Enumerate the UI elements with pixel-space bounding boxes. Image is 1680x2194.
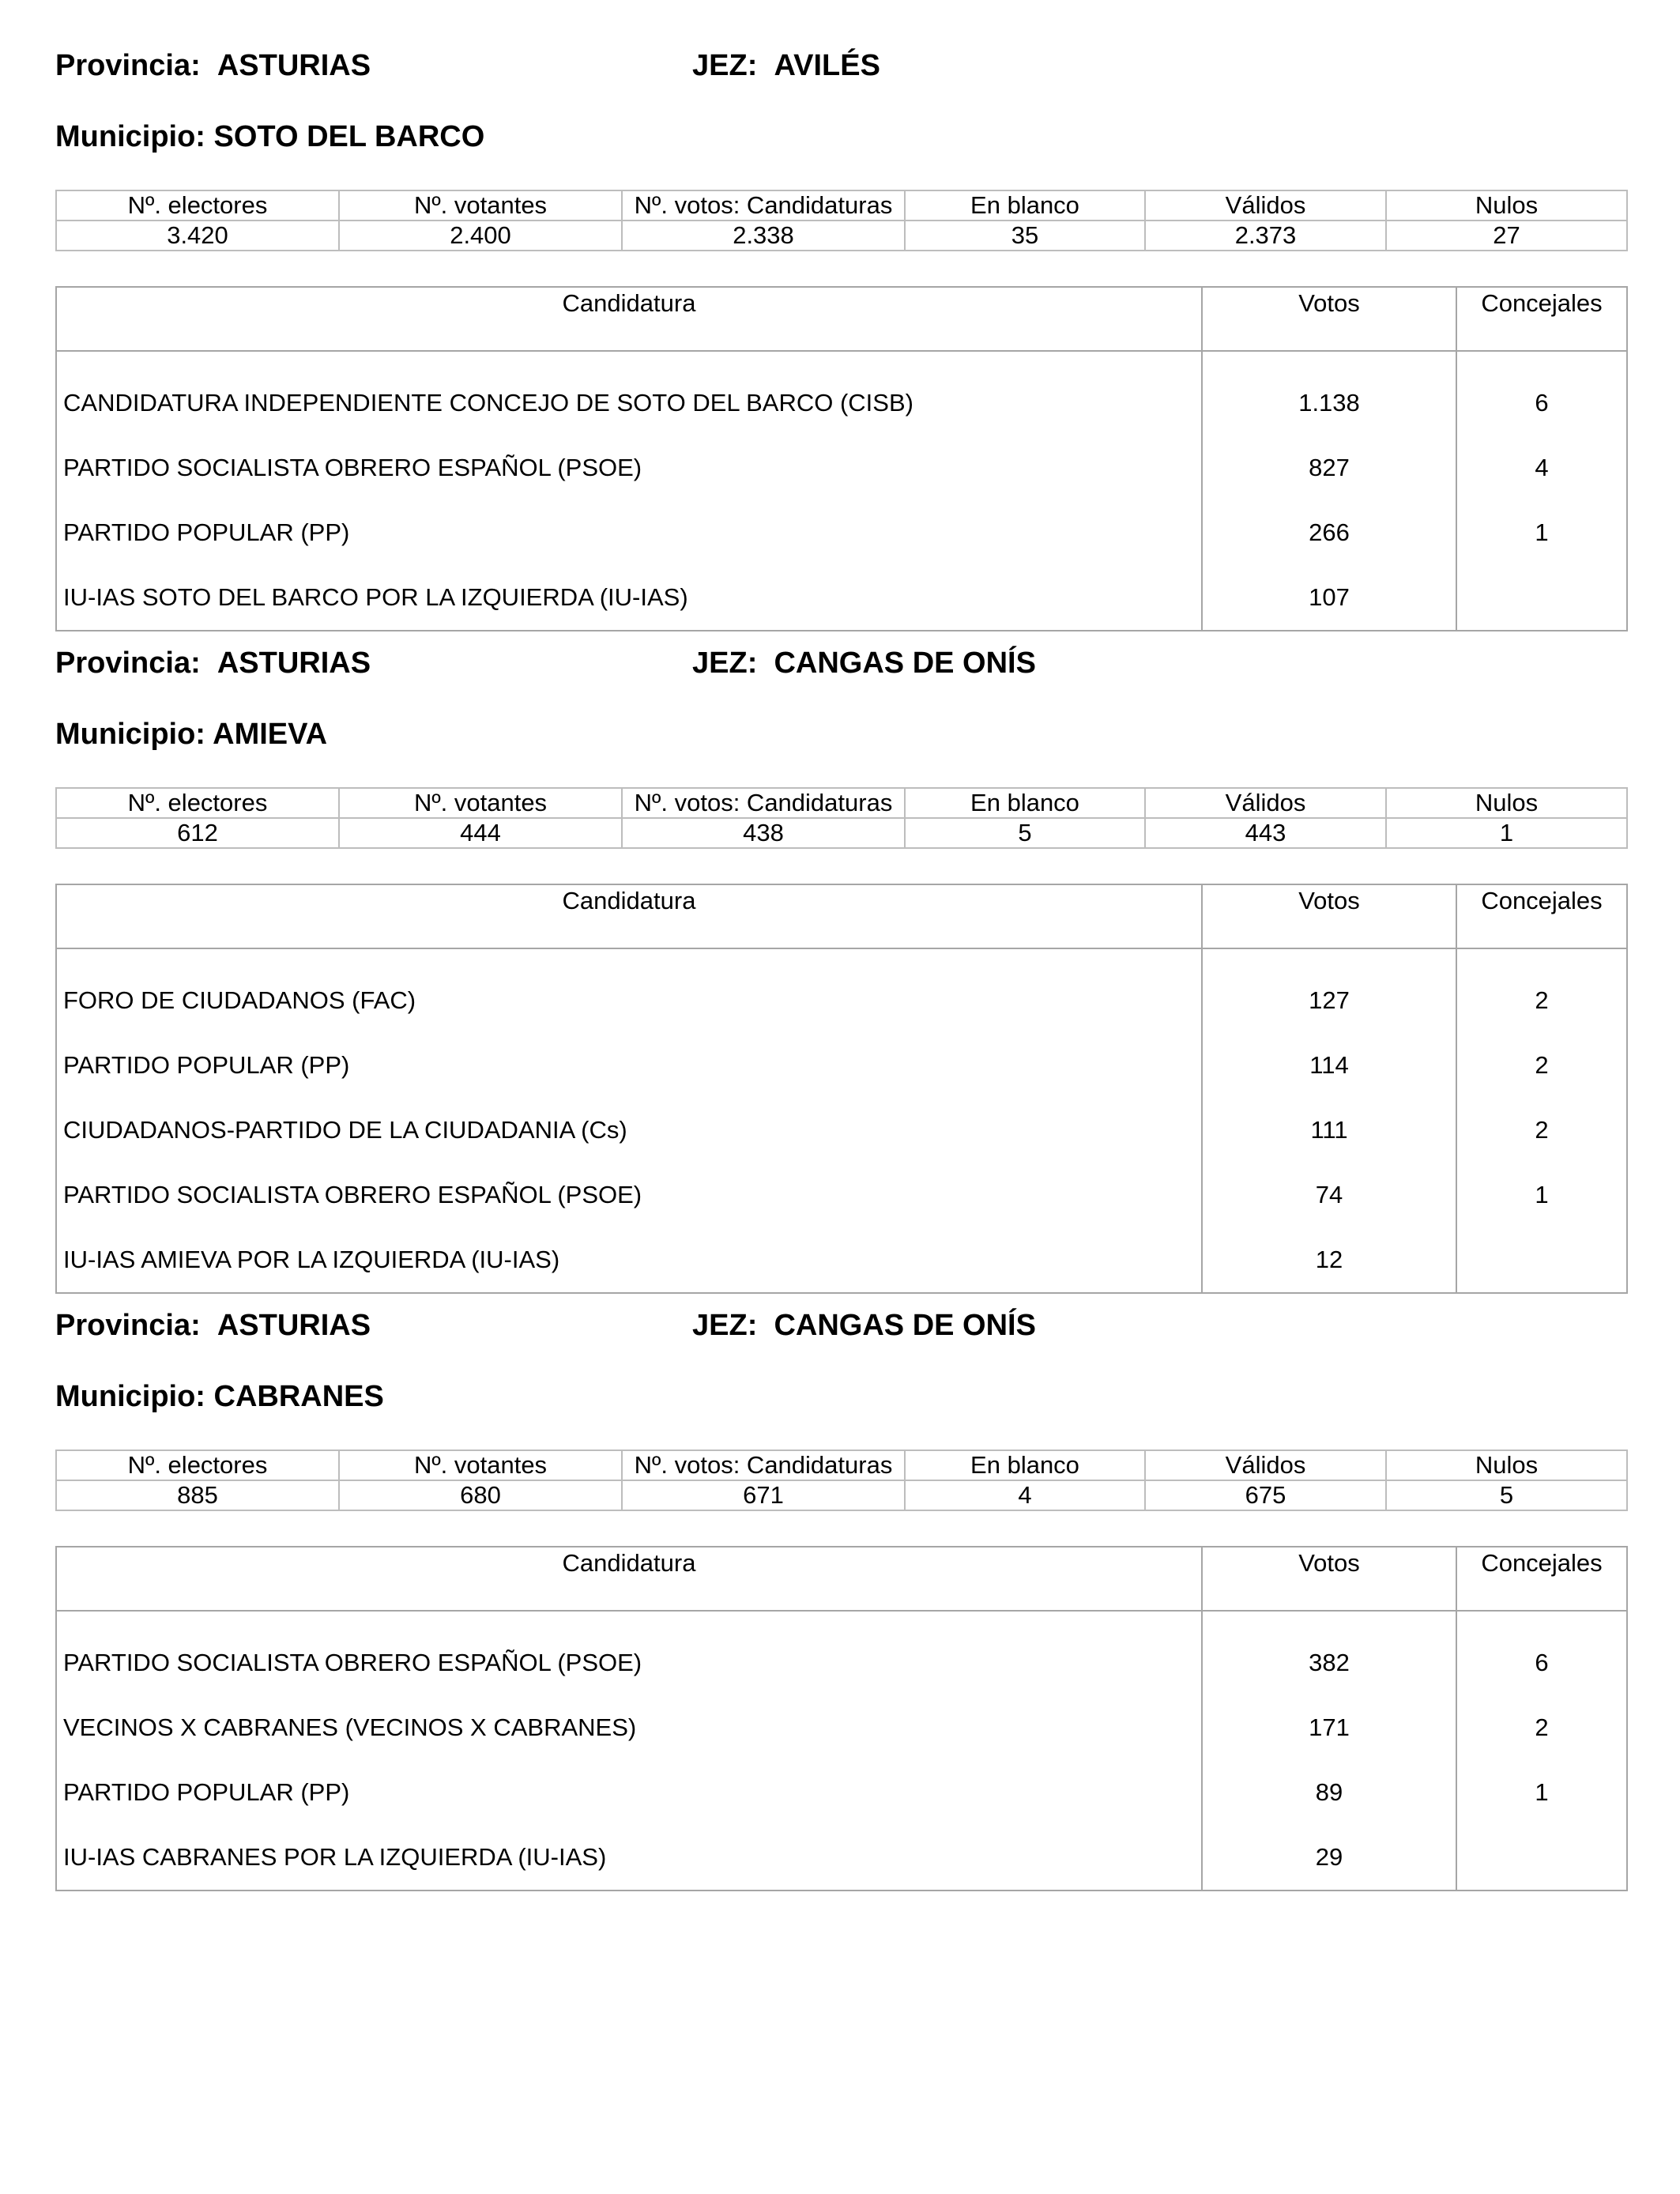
candidatura-concejales: 1 xyxy=(1456,1163,1627,1227)
candidatura-row xyxy=(56,1825,1627,1891)
jez-label: JEZ: xyxy=(692,647,758,680)
header-concejales: Concejales xyxy=(1456,287,1627,351)
stats-header-votos-candidaturas: Nº. votos: Candidaturas xyxy=(622,788,905,818)
candidatura-votos: 74 xyxy=(1202,1163,1456,1227)
stats-header-electores: Nº. electores xyxy=(56,1450,339,1480)
stats-header-nulos: Nulos xyxy=(1386,190,1627,221)
jez-line xyxy=(692,647,1036,680)
candidatura-concejales: 4 xyxy=(1456,435,1627,500)
stats-header-electores: Nº. electores xyxy=(56,788,339,818)
section-header xyxy=(55,647,1626,694)
stats-header-votantes: Nº. votantes xyxy=(339,190,622,221)
provincia-value: ASTURIAS xyxy=(217,1309,371,1342)
stats-table xyxy=(55,190,1628,251)
municipio-value: AMIEVA xyxy=(213,718,328,751)
stats-header-votantes: Nº. votantes xyxy=(339,788,622,818)
candidatura-nombre: PARTIDO POPULAR (PP) xyxy=(56,1760,1202,1825)
stats-value-row xyxy=(56,1480,1627,1510)
stats-value-row xyxy=(56,221,1627,251)
jez-value: CANGAS DE ONÍS xyxy=(774,1309,1036,1342)
stats-en-blanco: 35 xyxy=(905,221,1145,251)
candidatura-nombre: PARTIDO SOCIALISTA OBRERO ESPAÑOL (PSOE) xyxy=(56,1163,1202,1227)
municipio-label: Municipio: xyxy=(55,120,205,153)
municipio-value: SOTO DEL BARCO xyxy=(213,120,485,153)
candidatura-nombre: PARTIDO POPULAR (PP) xyxy=(56,500,1202,565)
stats-header-nulos: Nulos xyxy=(1386,788,1627,818)
candidatura-concejales xyxy=(1456,565,1627,631)
candidatura-row xyxy=(56,351,1627,435)
candidatura-concejales: 1 xyxy=(1456,1760,1627,1825)
candidatura-concejales: 2 xyxy=(1456,1098,1627,1163)
municipio-line xyxy=(55,718,1626,762)
candidatura-nombre: PARTIDO SOCIALISTA OBRERO ESPAÑOL (PSOE) xyxy=(56,1611,1202,1695)
jez-label: JEZ: xyxy=(692,1309,758,1342)
jez-value: AVILÉS xyxy=(774,49,880,82)
candidatura-concejales: 2 xyxy=(1456,1695,1627,1760)
stats-value-row xyxy=(56,818,1627,848)
header-votos: Votos xyxy=(1202,884,1456,948)
provincia-value: ASTURIAS xyxy=(217,49,371,82)
candidatura-votos: 29 xyxy=(1202,1825,1456,1891)
provincia-label: Provincia: xyxy=(55,1309,201,1342)
candidatura-nombre: VECINOS X CABRANES (VECINOS X CABRANES) xyxy=(56,1695,1202,1760)
candidatura-row xyxy=(56,435,1627,500)
stats-en-blanco: 4 xyxy=(905,1480,1145,1510)
candidatura-nombre: IU-IAS CABRANES POR LA IZQUIERDA (IU-IAS) xyxy=(56,1825,1202,1891)
municipio-line xyxy=(55,1380,1626,1424)
header-votos: Votos xyxy=(1202,287,1456,351)
candidatura-nombre: IU-IAS SOTO DEL BARCO POR LA IZQUIERDA (IU-IAS) xyxy=(56,565,1202,631)
candidatura-concejales: 6 xyxy=(1456,1611,1627,1695)
header-candidatura: Candidatura xyxy=(56,1547,1202,1611)
stats-votos-candidaturas: 438 xyxy=(622,818,905,848)
candidatura-votos: 114 xyxy=(1202,1033,1456,1098)
candidatura-nombre: FORO DE CIUDADANOS (FAC) xyxy=(56,948,1202,1033)
candidatura-votos: 127 xyxy=(1202,948,1456,1033)
provincia-line xyxy=(55,647,371,680)
municipio-line xyxy=(55,120,1626,164)
candidatura-votos: 266 xyxy=(1202,500,1456,565)
candidatura-nombre: CANDIDATURA INDEPENDIENTE CONCEJO DE SOTO DEL BARCO (CISB) xyxy=(56,351,1202,435)
stats-nulos: 1 xyxy=(1386,818,1627,848)
stats-nulos: 5 xyxy=(1386,1480,1627,1510)
candidatura-concejales: 2 xyxy=(1456,948,1627,1033)
stats-table xyxy=(55,787,1628,849)
stats-electores: 885 xyxy=(56,1480,339,1510)
stats-electores: 612 xyxy=(56,818,339,848)
candidatura-votos: 89 xyxy=(1202,1760,1456,1825)
municipio-label: Municipio: xyxy=(55,1380,205,1413)
candidatura-row xyxy=(56,1227,1627,1293)
section-soto-del-barco xyxy=(55,49,1626,631)
candidatura-nombre: PARTIDO POPULAR (PP) xyxy=(56,1033,1202,1098)
stats-en-blanco: 5 xyxy=(905,818,1145,848)
stats-votos-candidaturas: 671 xyxy=(622,1480,905,1510)
candidaturas-header-row xyxy=(56,287,1627,351)
section-header xyxy=(55,1309,1626,1356)
candidatura-row xyxy=(56,500,1627,565)
header-candidatura: Candidatura xyxy=(56,884,1202,948)
jez-label: JEZ: xyxy=(692,49,758,82)
provincia-value: ASTURIAS xyxy=(217,647,371,680)
stats-votantes: 444 xyxy=(339,818,622,848)
candidaturas-header-row xyxy=(56,884,1627,948)
stats-header-row xyxy=(56,788,1627,818)
candidatura-votos: 827 xyxy=(1202,435,1456,500)
candidatura-row xyxy=(56,1033,1627,1098)
stats-header-votos-candidaturas: Nº. votos: Candidaturas xyxy=(622,190,905,221)
header-votos: Votos xyxy=(1202,1547,1456,1611)
provincia-label: Provincia: xyxy=(55,647,201,680)
stats-header-en-blanco: En blanco xyxy=(905,788,1145,818)
stats-validos: 443 xyxy=(1145,818,1386,848)
stats-header-row xyxy=(56,1450,1627,1480)
municipio-value: CABRANES xyxy=(213,1380,384,1413)
candidatura-nombre: CIUDADANOS-PARTIDO DE LA CIUDADANIA (Cs) xyxy=(56,1098,1202,1163)
candidatura-row xyxy=(56,948,1627,1033)
provincia-line xyxy=(55,49,371,83)
candidaturas-table xyxy=(55,286,1628,631)
stats-electores: 3.420 xyxy=(56,221,339,251)
provincia-label: Provincia: xyxy=(55,49,201,82)
section-amieva xyxy=(55,647,1626,1294)
jez-line xyxy=(692,49,880,83)
stats-validos: 675 xyxy=(1145,1480,1386,1510)
candidatura-concejales xyxy=(1456,1227,1627,1293)
candidatura-row xyxy=(56,1695,1627,1760)
candidaturas-table xyxy=(55,884,1628,1294)
stats-header-votos-candidaturas: Nº. votos: Candidaturas xyxy=(622,1450,905,1480)
header-candidatura: Candidatura xyxy=(56,287,1202,351)
candidatura-row xyxy=(56,1098,1627,1163)
candidatura-concejales: 2 xyxy=(1456,1033,1627,1098)
stats-votantes: 2.400 xyxy=(339,221,622,251)
section-header xyxy=(55,49,1626,96)
section-cabranes xyxy=(55,1309,1626,1891)
header-concejales: Concejales xyxy=(1456,884,1627,948)
candidatura-concejales: 1 xyxy=(1456,500,1627,565)
stats-header-en-blanco: En blanco xyxy=(905,1450,1145,1480)
stats-header-votantes: Nº. votantes xyxy=(339,1450,622,1480)
stats-header-nulos: Nulos xyxy=(1386,1450,1627,1480)
candidaturas-table xyxy=(55,1546,1628,1891)
stats-votantes: 680 xyxy=(339,1480,622,1510)
candidatura-row xyxy=(56,1163,1627,1227)
jez-value: CANGAS DE ONÍS xyxy=(774,647,1036,680)
candidatura-row xyxy=(56,1760,1627,1825)
stats-header-row xyxy=(56,190,1627,221)
candidatura-row xyxy=(56,1611,1627,1695)
stats-header-validos: Válidos xyxy=(1145,788,1386,818)
jez-line xyxy=(692,1309,1036,1343)
stats-header-validos: Válidos xyxy=(1145,1450,1386,1480)
header-concejales: Concejales xyxy=(1456,1547,1627,1611)
candidatura-concejales: 6 xyxy=(1456,351,1627,435)
candidatura-votos: 171 xyxy=(1202,1695,1456,1760)
candidaturas-header-row xyxy=(56,1547,1627,1611)
candidatura-votos: 12 xyxy=(1202,1227,1456,1293)
candidatura-votos: 1.138 xyxy=(1202,351,1456,435)
stats-votos-candidaturas: 2.338 xyxy=(622,221,905,251)
stats-nulos: 27 xyxy=(1386,221,1627,251)
stats-header-electores: Nº. electores xyxy=(56,190,339,221)
stats-validos: 2.373 xyxy=(1145,221,1386,251)
stats-header-validos: Válidos xyxy=(1145,190,1386,221)
stats-table xyxy=(55,1449,1628,1511)
candidatura-votos: 382 xyxy=(1202,1611,1456,1695)
candidatura-row xyxy=(56,565,1627,631)
stats-header-en-blanco: En blanco xyxy=(905,190,1145,221)
candidatura-votos: 107 xyxy=(1202,565,1456,631)
provincia-line xyxy=(55,1309,371,1343)
candidatura-votos: 111 xyxy=(1202,1098,1456,1163)
municipio-label: Municipio: xyxy=(55,718,205,751)
candidatura-nombre: IU-IAS AMIEVA POR LA IZQUIERDA (IU-IAS) xyxy=(56,1227,1202,1293)
candidatura-nombre: PARTIDO SOCIALISTA OBRERO ESPAÑOL (PSOE) xyxy=(56,435,1202,500)
candidatura-concejales xyxy=(1456,1825,1627,1891)
